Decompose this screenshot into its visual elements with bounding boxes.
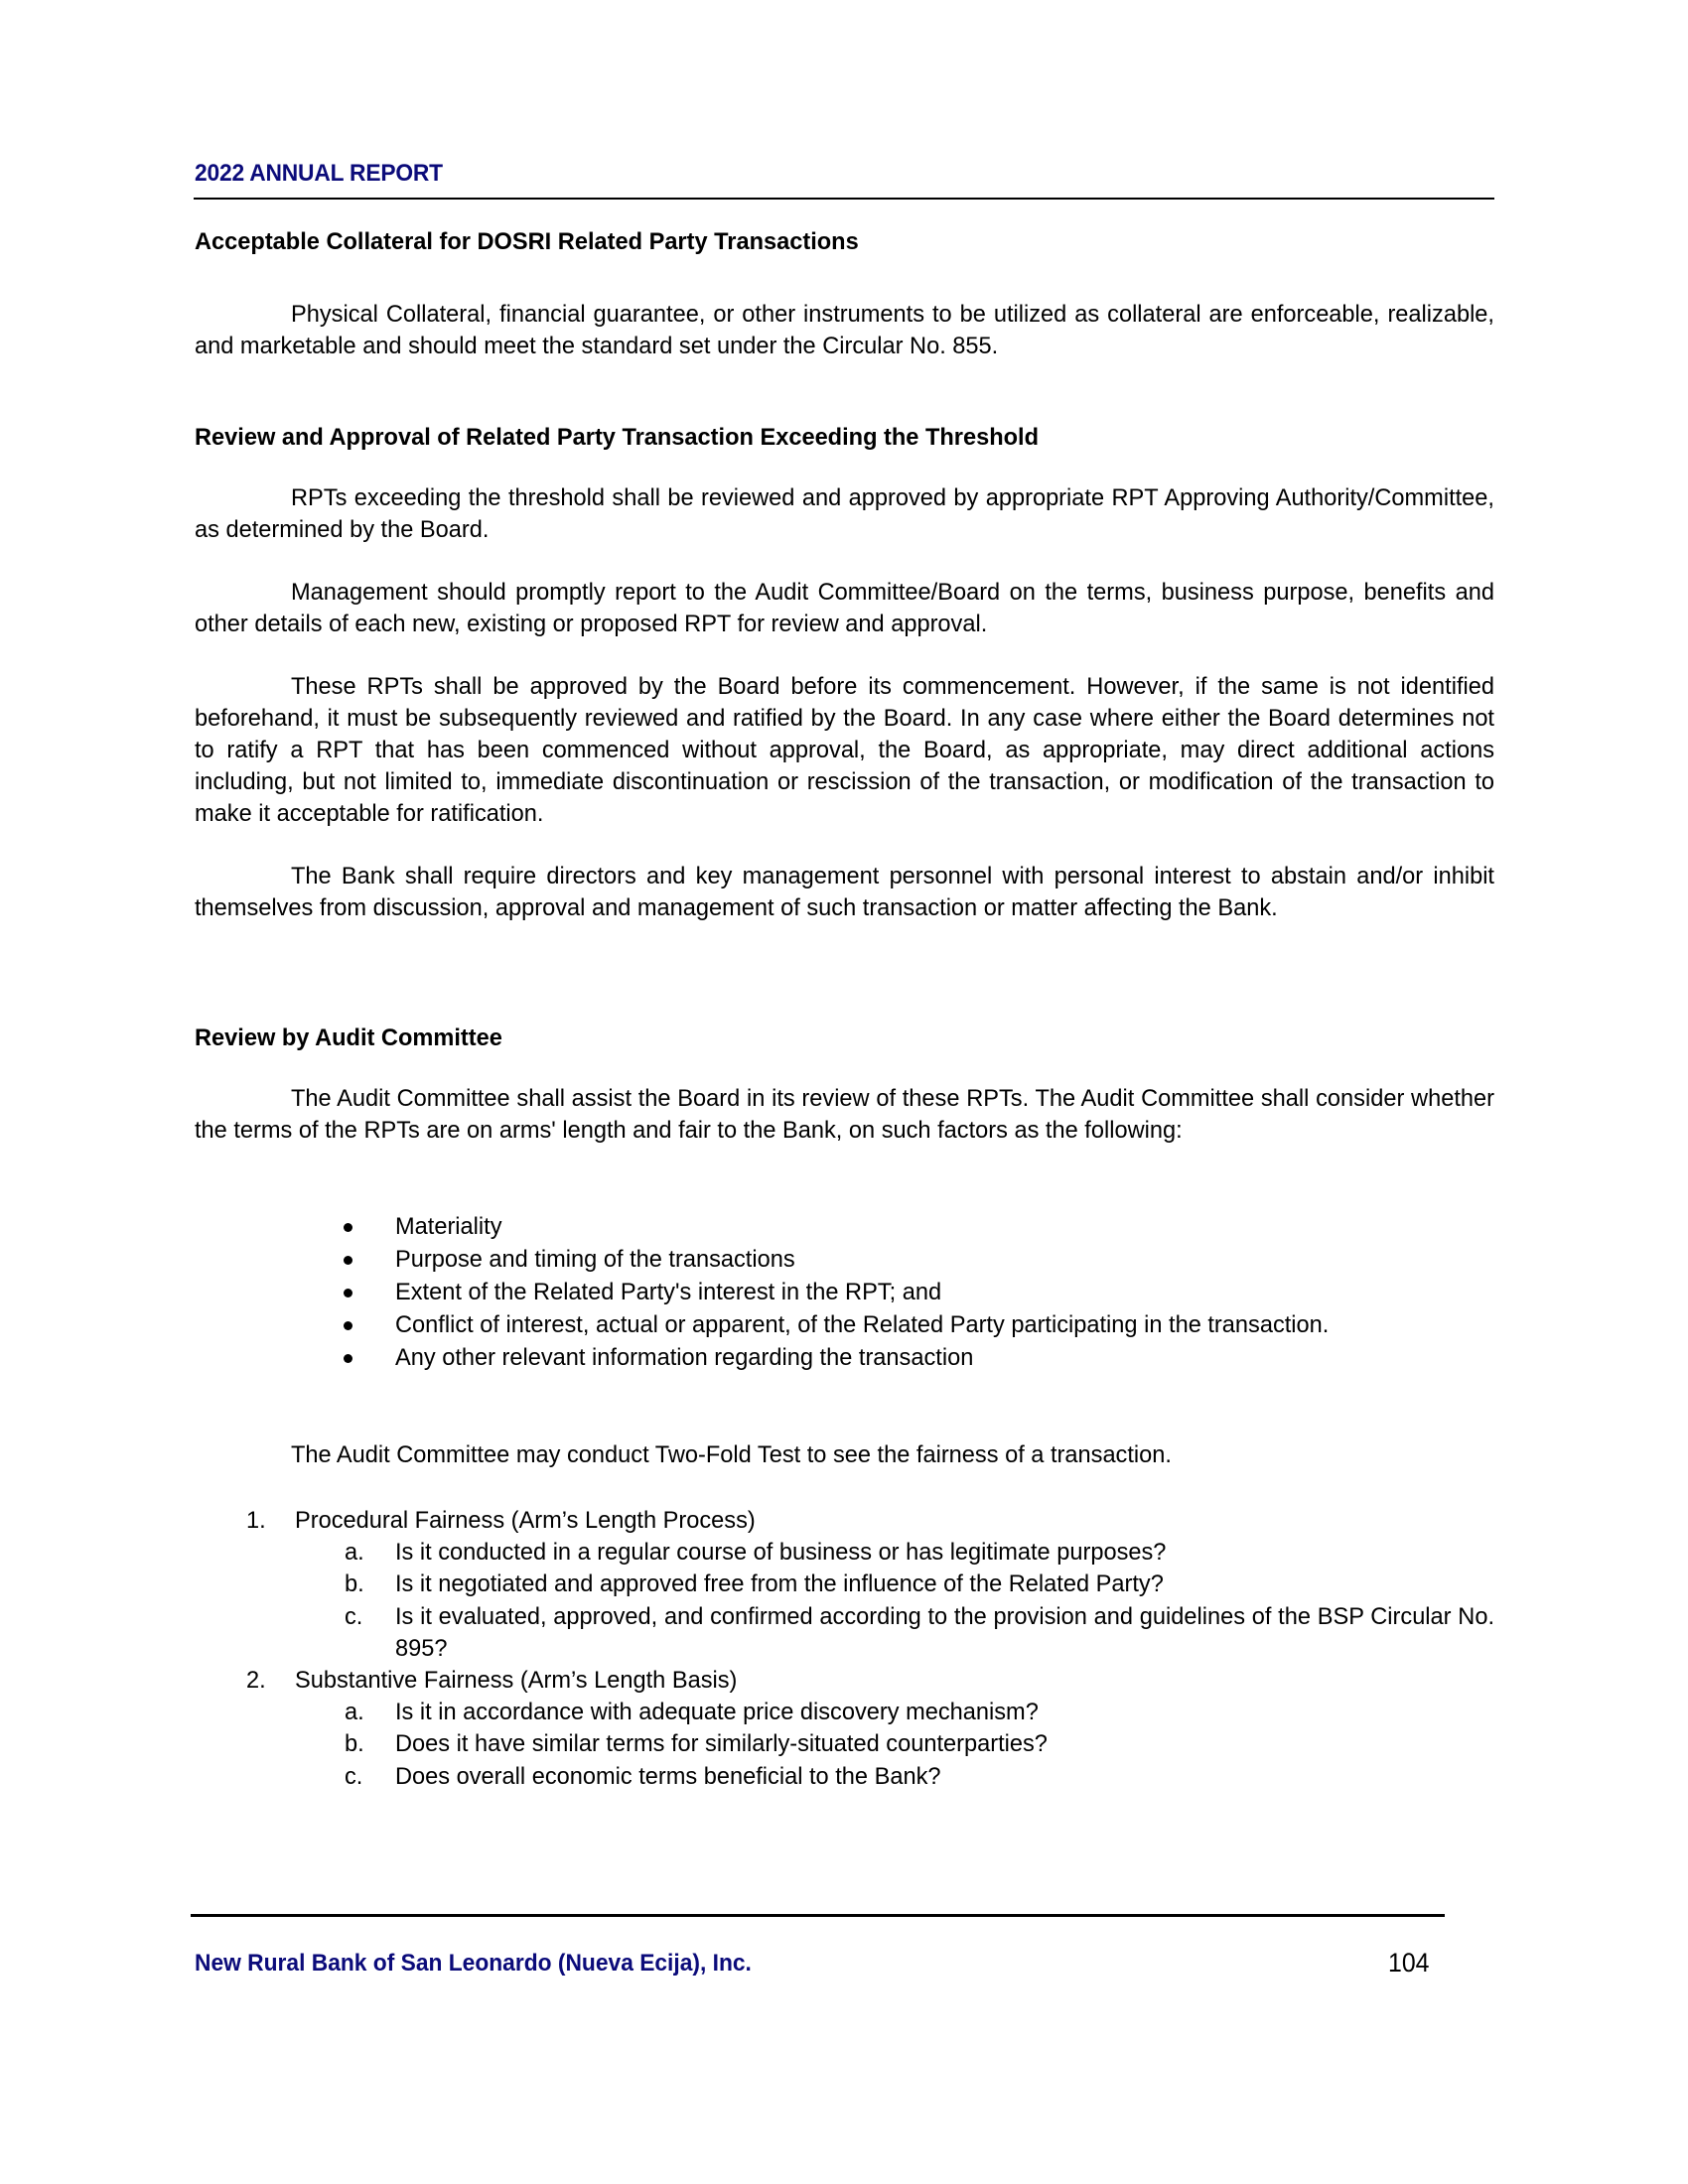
paragraph-two-fold-test: The Audit Committee may conduct Two-Fold Test to see the fairness of a transaction. xyxy=(291,1442,1172,1468)
sub-item-letter: a. xyxy=(345,1700,364,1726)
sub-item-text: Is it in accordance with adequate price discovery mechanism? xyxy=(395,1700,1039,1726)
paragraph-text: Physical Collateral, financial guarantee, or other instruments to be utilized as collateral are enforceable, realizable, and marketable and should meet the standard set under the Circular No. 855. xyxy=(195,302,1494,359)
substantive-questions xyxy=(195,1697,1494,1793)
list-item-text: Materiality xyxy=(395,1214,502,1240)
list-item xyxy=(195,1309,1494,1342)
footer-divider xyxy=(191,1914,1445,1917)
sub-item-letter: b. xyxy=(345,1571,364,1598)
paragraph-text: RPTs exceeding the threshold shall be reviewed and approved by appropriate RPT Approving Authority/Committee, as determined by the Board. xyxy=(195,485,1494,543)
list-item-text: Conflict of interest, actual or apparent, of the Related Party participating in the transaction. xyxy=(395,1312,1330,1338)
paragraph-abstain xyxy=(195,861,1494,924)
list-item xyxy=(195,1342,1494,1375)
list-item xyxy=(195,1277,1494,1309)
sub-item xyxy=(195,1537,1494,1569)
sub-item-text: Is it conducted in a regular course of business or has legitimate purposes? xyxy=(395,1540,1167,1567)
sub-item-text: Is it negotiated and approved free from the influence of the Related Party? xyxy=(395,1571,1164,1598)
sub-item-letter: b. xyxy=(345,1731,364,1758)
sub-item-text: Does overall economic terms beneficial to the Bank? xyxy=(395,1763,941,1790)
list-item-text: Purpose and timing of the transactions xyxy=(395,1247,795,1273)
header-divider xyxy=(194,198,1494,200)
sub-item xyxy=(195,1761,1494,1793)
section-heading-review-approval: Review and Approval of Related Party Transaction Exceeding the Threshold xyxy=(195,425,1040,451)
numbered-item-procedural xyxy=(195,1505,1494,1665)
list-item xyxy=(195,1244,1494,1277)
sub-item xyxy=(195,1728,1494,1760)
paragraph-text: The Bank shall require directors and key management personnel with personal interest to abstain and/or inhibit themselves from discussion, approval and management of such transaction or matter affecting the Bank. xyxy=(195,864,1494,921)
paragraph-rpt-threshold xyxy=(195,482,1494,546)
section-heading-audit-committee: Review by Audit Committee xyxy=(195,1025,502,1051)
paragraph-text: Management should promptly report to the Audit Committee/Board on the terms, business purpose, benefits and other details of each new, existing or proposed RPT for review and approval. xyxy=(195,580,1494,637)
sub-item xyxy=(195,1601,1494,1665)
list-item-text: Any other relevant information regarding the transaction xyxy=(395,1345,974,1371)
sub-item xyxy=(195,1569,1494,1600)
sub-item-letter: c. xyxy=(345,1763,363,1790)
paragraph-management-report xyxy=(195,577,1494,640)
sub-item-text: Does it have similar terms for similarly-situated counterparties? xyxy=(395,1731,1048,1758)
item-number: 2. xyxy=(246,1668,266,1695)
paragraph-collateral xyxy=(195,299,1494,362)
section-heading-collateral: Acceptable Collateral for DOSRI Related Party Transactions xyxy=(195,229,859,255)
list-item-text: Extent of the Related Party's interest in the RPT; and xyxy=(395,1280,942,1305)
footer-organization-name: New Rural Bank of San Leonardo (Nueva Ecija), Inc. xyxy=(195,1950,752,1977)
page-number: 104 xyxy=(1388,1948,1430,1978)
two-fold-test-list xyxy=(195,1505,1494,1793)
paragraph-audit-committee xyxy=(195,1083,1494,1147)
paragraph-board-approval xyxy=(195,671,1494,830)
procedural-questions xyxy=(195,1537,1494,1665)
sub-item-letter: a. xyxy=(345,1540,364,1567)
numbered-item-substantive xyxy=(195,1665,1494,1793)
item-label: Substantive Fairness (Arm’s Length Basis) xyxy=(295,1668,738,1695)
factors-bullet-list xyxy=(195,1211,1494,1375)
paragraph-text: These RPTs shall be approved by the Board before its commencement. However, if the same is not identified beforehand, it must be subsequently reviewed and ratified by the Board. In any case where either the Board determines not to ratify a RPT that has been commenced without approval, the Board, as appropriate, may direct additional actions including, but not limited to, immediate discontinuation or rescission of the transaction, or modification of the transaction to make it acceptable for ratification. xyxy=(195,674,1494,827)
item-label: Procedural Fairness (Arm’s Length Process) xyxy=(295,1508,756,1534)
sub-item xyxy=(195,1697,1494,1728)
sub-item-text: Is it evaluated, approved, and confirmed according to the provision and guidelines of the BSP Circular No. 895? xyxy=(395,1603,1494,1662)
item-number: 1. xyxy=(246,1508,266,1534)
list-item xyxy=(195,1211,1494,1244)
sub-item-letter: c. xyxy=(345,1603,363,1630)
paragraph-text: The Audit Committee shall assist the Board in its review of these RPTs. The Audit Committee shall consider whether the terms of the RPTs are on arms' length and fair to the Bank, on such factors as the following: xyxy=(195,1086,1494,1144)
running-header-title: 2022 ANNUAL REPORT xyxy=(195,160,443,187)
